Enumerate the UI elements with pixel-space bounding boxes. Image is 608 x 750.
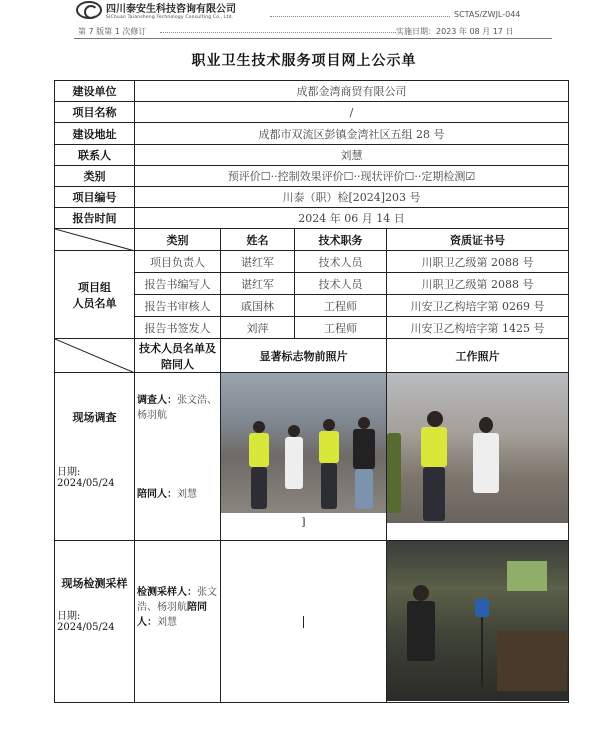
staff-name: 谌红军 bbox=[221, 251, 295, 273]
sampling-label-cell bbox=[55, 541, 135, 703]
companion-value: 刘慧 bbox=[177, 489, 197, 500]
company-logo bbox=[76, 0, 236, 20]
sampling-device bbox=[475, 599, 489, 617]
survey-work-photo bbox=[387, 373, 568, 523]
table-row bbox=[55, 102, 569, 123]
survey-row bbox=[55, 373, 569, 541]
report-time-label: 报告时间 bbox=[55, 208, 135, 229]
person-head bbox=[253, 421, 265, 433]
staff-name: 戚国林 bbox=[221, 295, 295, 317]
background-foliage bbox=[507, 561, 547, 591]
sampling-date-label: 日期: bbox=[57, 611, 81, 622]
companion-label: 陪同人： bbox=[137, 489, 177, 500]
person-figure bbox=[421, 427, 447, 467]
page-title: 职业卫生技术服务项目网上公示单 bbox=[191, 53, 417, 69]
project-no-value: 川泰（职）检[2024]203 号 bbox=[135, 187, 569, 208]
staff-group-label-line2: 人员名单 bbox=[72, 296, 117, 310]
sampling-companion-value: 刘慧 bbox=[157, 617, 177, 628]
survey-work-photo-cell bbox=[387, 373, 569, 541]
person-figure bbox=[319, 431, 339, 463]
tech-staff-header: 技术人员名单及陪同人 bbox=[135, 339, 221, 373]
diagonal-cell bbox=[55, 229, 135, 251]
implementation-date: 实施日期：2023 年 08 月 17 日 bbox=[396, 27, 514, 36]
person-figure bbox=[353, 429, 375, 469]
staff-name: 谌红军 bbox=[221, 273, 295, 295]
unit-value: 成都金湾商贸有限公司 bbox=[135, 81, 569, 102]
staff-cert: 川安卫乙构培字第 0269 号 bbox=[387, 295, 569, 317]
category-label: 类别 bbox=[55, 166, 135, 187]
sampling-date-value: 2024/05/24 bbox=[57, 622, 115, 633]
investigator-value: 张文浩、杨羽航 bbox=[137, 395, 217, 421]
unit-label: 建设单位 bbox=[55, 81, 135, 102]
person-head bbox=[288, 425, 300, 437]
table-row bbox=[55, 81, 569, 102]
staff-title: 技术人员 bbox=[295, 251, 387, 273]
project-no-label: 项目编号 bbox=[55, 187, 135, 208]
staff-group-label bbox=[55, 251, 135, 339]
person-figure bbox=[285, 437, 303, 489]
person-head bbox=[323, 419, 335, 431]
staff-role: 报告书审核人 bbox=[135, 295, 221, 317]
diagonal-line bbox=[55, 339, 135, 373]
project-name-value: / bbox=[135, 102, 569, 123]
staff-cert: 川安卫乙构培字第 1425 号 bbox=[387, 317, 569, 339]
person-head bbox=[427, 411, 443, 427]
address-label: 建设地址 bbox=[55, 123, 135, 145]
work-photo-header: 工作照片 bbox=[387, 339, 569, 373]
staff-name: 刘萍 bbox=[221, 317, 295, 339]
page-header bbox=[0, 0, 608, 40]
company-name-cn: 四川泰安生科技咨询有限公司 bbox=[106, 4, 236, 15]
staff-role: 项目负责人 bbox=[135, 251, 221, 273]
document-code: SCTAS/ZWJL-044 bbox=[454, 10, 521, 19]
category-value: 预评价☐··控制效果评价☐··现状评价☐··定期检测☑ bbox=[135, 166, 569, 187]
project-name-label: 项目名称 bbox=[55, 102, 135, 123]
divider-dots bbox=[270, 16, 450, 17]
staff-header-title: 技术职务 bbox=[295, 229, 387, 251]
contact-value: 刘慧 bbox=[135, 145, 569, 166]
device-tripod bbox=[481, 617, 483, 687]
sampling-companion-label: 陪同人： bbox=[137, 602, 207, 628]
person-head bbox=[413, 585, 429, 601]
sampling-label: 现场检测采样 bbox=[61, 577, 128, 590]
disclosure-table bbox=[54, 80, 569, 703]
person-figure bbox=[473, 433, 499, 493]
person-legs bbox=[251, 467, 267, 509]
sampler-value: 张文浩、杨羽航 bbox=[137, 587, 217, 613]
staff-header-category: 类别 bbox=[135, 229, 221, 251]
person-legs bbox=[355, 469, 373, 509]
sampling-staff-cell bbox=[135, 541, 221, 703]
revision-text: 第 7 版第 1 次修订 bbox=[78, 27, 147, 36]
staff-cert: 川职卫乙级第 2088 号 bbox=[387, 273, 569, 295]
sampling-row bbox=[55, 541, 569, 703]
person-head bbox=[358, 417, 370, 429]
sampling-landmark-cell bbox=[221, 541, 387, 703]
person-figure bbox=[407, 601, 435, 661]
person-legs bbox=[321, 463, 337, 509]
person-legs bbox=[423, 467, 445, 521]
staff-group-label-line1: 项目组 bbox=[78, 280, 111, 294]
person-head bbox=[479, 417, 493, 433]
survey-staff-cell bbox=[135, 373, 221, 541]
table-row bbox=[55, 251, 569, 273]
sampling-work-photo bbox=[387, 541, 568, 701]
header-rule bbox=[74, 38, 552, 39]
sampling-work-photo-cell bbox=[387, 541, 569, 703]
diagonal-line bbox=[55, 229, 135, 251]
logo-icon bbox=[76, 1, 102, 19]
survey-label-cell bbox=[55, 373, 135, 541]
divider-dots bbox=[160, 32, 396, 33]
sampler-label: 检测采样人： bbox=[137, 587, 197, 598]
survey-date-value: 2024/05/24 bbox=[57, 478, 115, 489]
staff-title: 工程师 bbox=[295, 317, 387, 339]
staff-role: 报告书编写人 bbox=[135, 273, 221, 295]
investigator-label: 调查人： bbox=[137, 395, 177, 406]
machinery bbox=[497, 631, 567, 691]
table-row bbox=[55, 123, 569, 145]
bracket-mark: ] bbox=[301, 517, 306, 528]
staff-role: 报告书签发人 bbox=[135, 317, 221, 339]
staff-header-name: 姓名 bbox=[221, 229, 295, 251]
cursor-mark bbox=[303, 616, 304, 628]
survey-date-label: 日期: bbox=[57, 467, 81, 478]
table-row bbox=[55, 145, 569, 166]
staff-header-row bbox=[55, 229, 569, 251]
person-figure bbox=[387, 433, 401, 513]
company-name-en: SiChuan Taiansheng Technology Consulting Co., Ltd. bbox=[106, 15, 234, 20]
diagonal-cell bbox=[55, 339, 135, 373]
landmark-photo bbox=[221, 373, 386, 513]
staff-header-cert: 资质证书号 bbox=[387, 229, 569, 251]
staff-cert: 川职卫乙级第 2088 号 bbox=[387, 251, 569, 273]
survey-label: 现场调查 bbox=[72, 411, 117, 424]
landmark-photo-header: 显著标志物前照片 bbox=[221, 339, 387, 373]
table-row bbox=[55, 187, 569, 208]
photo-header-row bbox=[55, 339, 569, 373]
report-time-value: 2024 年 06 月 14 日 bbox=[135, 208, 569, 229]
staff-title: 技术人员 bbox=[295, 273, 387, 295]
landmark-photo-cell bbox=[221, 373, 387, 541]
person-figure bbox=[249, 433, 269, 467]
address-value: 成都市双流区彭镇金湾社区五组 28 号 bbox=[135, 123, 569, 145]
table-row bbox=[55, 208, 569, 229]
table-row bbox=[55, 166, 569, 187]
staff-title: 工程师 bbox=[295, 295, 387, 317]
contact-label: 联系人 bbox=[55, 145, 135, 166]
